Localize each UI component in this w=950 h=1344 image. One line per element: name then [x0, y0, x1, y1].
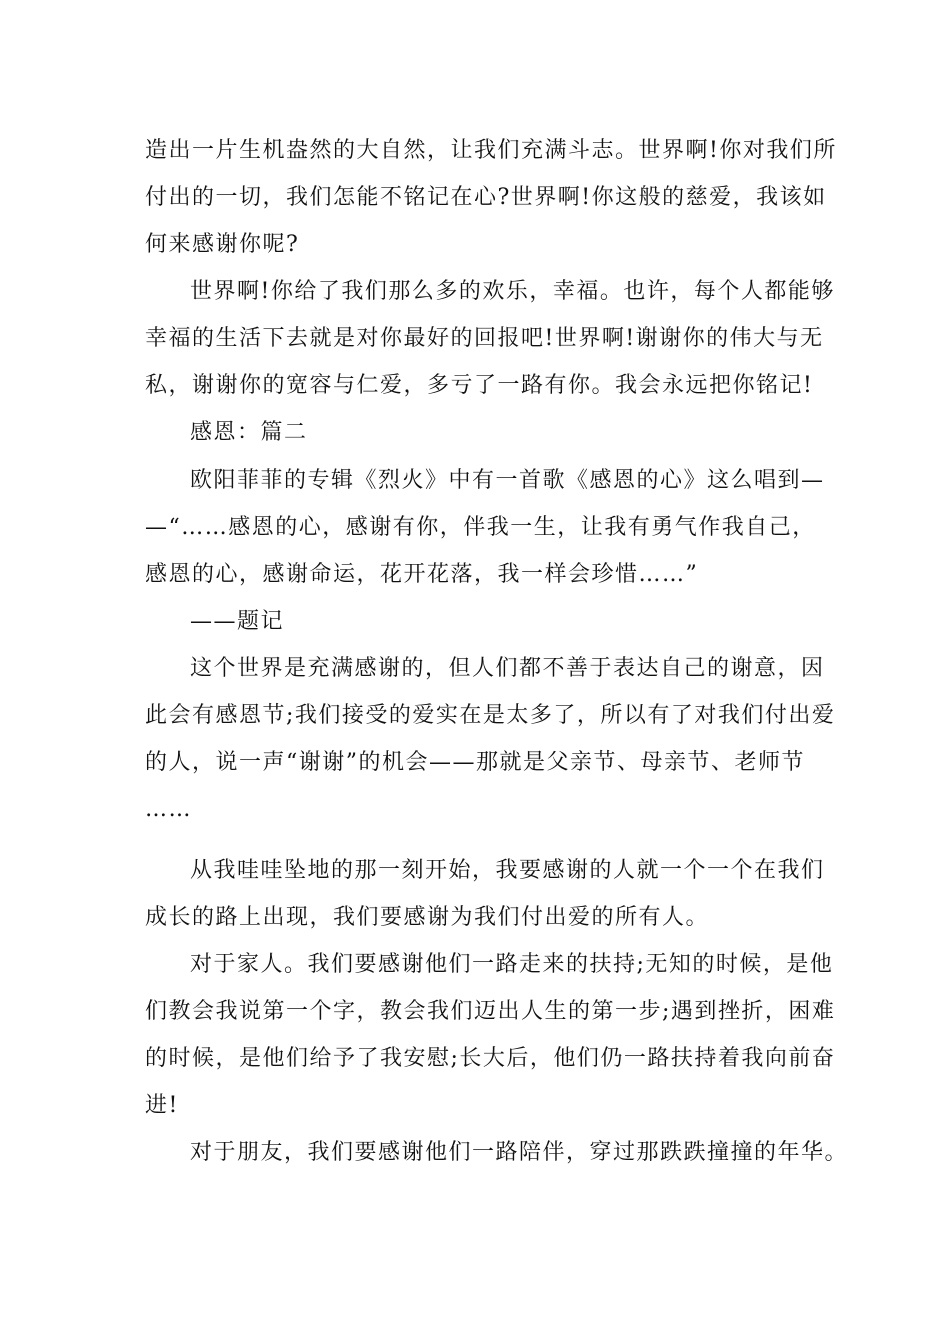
- text-line: 们教会我说第一个字，教会我们迈出人生的第一步;遇到挫折，困难: [145, 999, 836, 1024]
- text-line: 此会有感恩节;我们接受的爱实在是太多了，所以有了对我们付出爱: [145, 703, 836, 728]
- text-line: 感恩的心，感谢命运，花开花落，我一样会珍惜……”: [145, 562, 699, 587]
- paragraph-start: 世界啊!你给了我们那么多的欢乐，幸福。也许，每个人都能够: [190, 279, 835, 304]
- text-line: —“……感恩的心，感谢有你，伴我一生，让我有勇气作我自己，: [145, 515, 816, 540]
- text-line: 何来感谢你呢?: [145, 232, 300, 257]
- text-line: 的时候，是他们给予了我安慰;长大后，他们仍一路扶持着我向前奋: [145, 1046, 836, 1071]
- text-line: 幸福的生活下去就是对你最好的回报吧!世界啊!谢谢你的伟大与无: [145, 326, 824, 351]
- paragraph-start: 对于朋友，我们要感谢他们一路陪伴，穿过那跌跌撞撞的年华。: [190, 1140, 849, 1165]
- text-line: 成长的路上出现，我们要感谢为我们付出爱的所有人。: [145, 905, 710, 930]
- epigraph-attribution: ——题记: [190, 609, 285, 634]
- text-line: 私，谢谢你的宽容与仁爱，多亏了一路有你。我会永远把你铭记!: [145, 373, 814, 398]
- paragraph-start: 从我哇哇坠地的那一刻开始，我要感谢的人就一个一个在我们: [190, 858, 825, 883]
- paragraph-start: 对于家人。我们要感谢他们一路走来的扶持;无知的时候，是他: [190, 952, 834, 977]
- section-heading: 感恩：篇二: [190, 420, 308, 445]
- paragraph-start: 欧阳菲菲的专辑《烈火》中有一首歌《感恩的心》这么唱到—: [190, 468, 825, 493]
- text-line: ……: [145, 797, 192, 822]
- text-line: 进!: [145, 1093, 179, 1118]
- text-line: 造出一片生机盎然的大自然，让我们充满斗志。世界啊!你对我们所: [145, 138, 837, 163]
- text-line: 的人，说一声“谢谢”的机会——那就是父亲节、母亲节、老师节: [145, 750, 805, 775]
- paragraph-start: 这个世界是充满感谢的，但人们都不善于表达自己的谢意，因: [190, 656, 825, 681]
- text-line: 付出的一切，我们怎能不铭记在心?世界啊!你这般的慈爱，我该如: [145, 185, 827, 210]
